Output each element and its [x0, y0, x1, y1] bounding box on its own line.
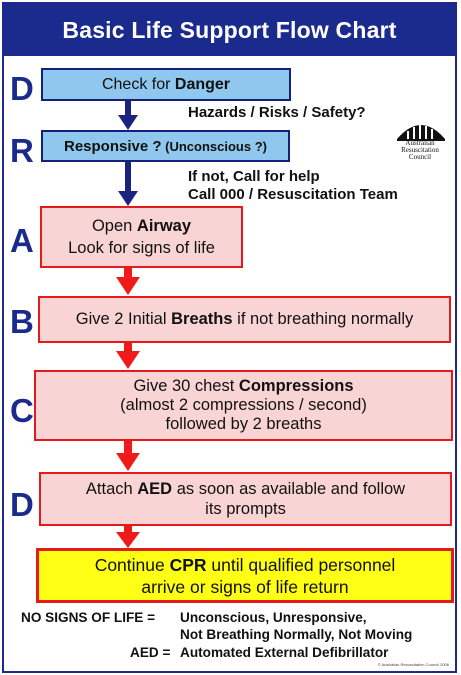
cpr-line1 [95, 554, 396, 576]
aed-line1-suffix: as soon as available and follow [172, 480, 406, 498]
responsive-text-suffix: (Unconscious ?) [161, 138, 267, 154]
footer-no-signs-line1: Unconscious, Unresponsive, [180, 610, 367, 625]
step-letter-a: A [10, 222, 34, 259]
call-note-line2: Call 000 / Resuscitation Team [188, 186, 398, 203]
step-box-compressions [34, 370, 453, 441]
compressions-line2: (almost 2 compressions / second) [120, 396, 367, 414]
airway-line1-bold: Airway [136, 217, 192, 235]
step-letter-b: B [10, 303, 34, 340]
step-box-airway [40, 206, 243, 268]
airway-line1 [92, 215, 191, 237]
compressions-line1-prefix: Give 30 chest [133, 377, 239, 395]
step-letter-c: C [10, 392, 34, 429]
breaths-text-prefix: Give 2 Initial [75, 310, 172, 328]
responsive-text-bold: Responsive ? [64, 137, 162, 155]
footer-no-signs-label: NO SIGNS OF LIFE = [21, 610, 156, 625]
cpr-line1-prefix: Continue [94, 554, 170, 575]
chart-title: Basic Life Support Flow Chart [4, 4, 455, 56]
aed-line1 [86, 479, 405, 499]
copyright-note: © Australian Resuscitation Council 2006 [377, 662, 449, 667]
hazards-note: Hazards / Risks / Safety? [188, 104, 366, 121]
airway-line2: Look for signs of life [68, 239, 215, 257]
breaths-text-bold: Breaths [171, 310, 233, 328]
compressions-line1 [133, 377, 353, 396]
footer-aed-label: AED = [130, 645, 171, 660]
step-box-cpr [36, 548, 454, 603]
aed-line1-bold: AED [137, 480, 173, 498]
step-box-responsive [41, 130, 290, 162]
danger-text-prefix: Check for [101, 75, 175, 93]
cpr-line1-suffix: until qualified personnel [206, 554, 396, 575]
footer-no-signs-line2: Not Breathing Normally, Not Moving [180, 627, 413, 642]
step-box-breaths [38, 296, 451, 343]
step-box-aed [39, 472, 452, 526]
step-letter-r: R [10, 132, 34, 169]
logo-text-line2: Resuscitation [401, 146, 439, 154]
cpr-line1-bold: CPR [169, 554, 207, 575]
aed-line1-prefix: Attach [85, 480, 138, 498]
logo-text-line1: Australian [405, 139, 435, 147]
compressions-line3: followed by 2 breaths [165, 415, 322, 433]
logo-text [389, 140, 451, 161]
aed-line2: its prompts [205, 500, 286, 518]
logo-text-line3: Council [408, 153, 432, 161]
cpr-line2: arrive or signs of life return [141, 576, 349, 597]
step-box-danger [41, 68, 291, 101]
compressions-line1-bold: Compressions [238, 377, 354, 395]
danger-text-bold: Danger [174, 75, 231, 93]
call-note-line1: If not, Call for help [188, 168, 320, 185]
step-letter-d2: D [10, 486, 34, 523]
footer-aed-definition: Automated External Defibrillator [180, 645, 389, 660]
airway-line1-prefix: Open [91, 217, 137, 235]
breaths-text-suffix: if not breathing normally [232, 310, 414, 328]
step-letter-d: D [10, 70, 34, 107]
